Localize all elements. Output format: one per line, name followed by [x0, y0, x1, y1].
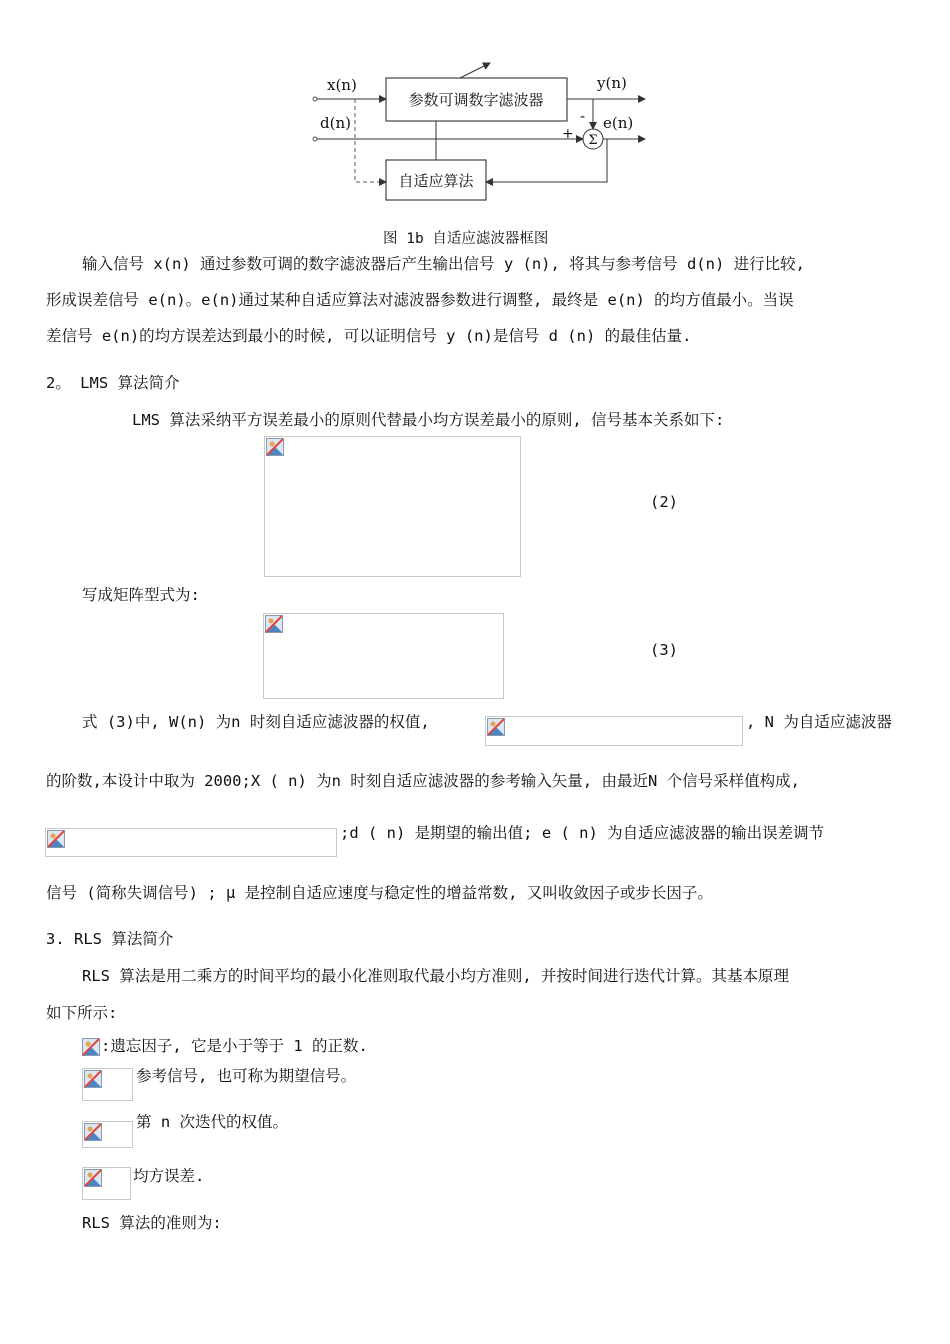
- para2-c: 的阶数,本设计中取为 2000;X ( n) 为n 时刻自适应滤波器的参考输入矢量, 由最近N 个信号采样值构成,: [46, 772, 800, 790]
- item-reference-signal: 参考信号, 也可称为期望信号。: [136, 1067, 357, 1085]
- para1-line3: 差信号 e(n)的均方误差达到最小的时候, 可以证明信号 y (n)是信号 d (n) 的最佳估量.: [46, 327, 692, 345]
- weight-nth-image: [82, 1121, 133, 1148]
- weight-vector-image: [485, 716, 743, 746]
- equation3-image: [263, 613, 504, 699]
- adapt-box-label: 自适应算法: [398, 172, 474, 190]
- minus-sign: -: [580, 107, 586, 125]
- d-label: d(n): [320, 114, 351, 132]
- broken-image-icon: [265, 615, 283, 633]
- item-nth-weight: 第 n 次迭代的权值。: [136, 1113, 288, 1131]
- broken-image-icon: [84, 1169, 102, 1187]
- x-input-terminal: [313, 97, 317, 101]
- x-label: x(n): [327, 76, 357, 94]
- e-label: e(n): [603, 114, 634, 132]
- section2-heading: 2。 LMS 算法简介: [46, 374, 180, 392]
- plus-sign: +: [562, 126, 574, 142]
- sum-symbol: Σ: [588, 133, 598, 148]
- equation2-number: (2): [650, 493, 678, 511]
- para2-b: , N 为自适应滤波器: [746, 713, 892, 731]
- para1-line1: 输入信号 x(n) 通过参数可调的数字滤波器后产生输出信号 y (n), 将其与参考信号 d(n) 进行比较,: [82, 255, 805, 273]
- broken-image-icon: [47, 830, 65, 848]
- section2-intro: LMS 算法采纳平方误差最小的原则代替最小均方误差最小的原则, 信号基本关系如下:: [132, 411, 725, 429]
- para2-d: ;d ( n) 是期望的输出值; e ( n) 为自适应滤波器的输出误差调节: [340, 824, 825, 842]
- item-forgetting-factor: :遗忘因子, 它是小于等于 1 的正数.: [101, 1037, 368, 1055]
- broken-image-icon: [84, 1070, 102, 1088]
- section3-line2: 如下所示:: [46, 1004, 118, 1022]
- lambda-symbol-image: [82, 1036, 101, 1058]
- broken-image-icon: [84, 1123, 102, 1141]
- x-to-adapt-dashed: [355, 99, 386, 182]
- section3-line1: RLS 算法是用二乘方的时间平均的最小化准则取代最小均方准则, 并按时间进行迭代计算。其基本原理: [82, 967, 789, 985]
- figure-caption: 图 1b 自适应滤波器框图: [383, 231, 549, 247]
- para2-a: 式 (3)中, W(n) 为n 时刻自适应滤波器的权值,: [82, 713, 430, 731]
- rls-criterion: RLS 算法的准则为:: [82, 1214, 222, 1232]
- adjust-arrow: [460, 63, 490, 78]
- adaptive-filter-block-diagram: [300, 55, 660, 215]
- section3-heading: 3. RLS 算法简介: [46, 930, 174, 948]
- broken-image-icon: [266, 438, 284, 456]
- broken-image-icon: [82, 1038, 100, 1056]
- input-vector-image: [45, 828, 337, 857]
- equation3-number: (3): [650, 641, 678, 659]
- para1-line2: 形成误差信号 e(n)。e(n)通过某种自适应算法对滤波器参数进行调整, 最终是 e(n) 的均方值最小。当误: [46, 291, 794, 309]
- d-input-terminal: [313, 137, 317, 141]
- para2-e: 信号 (简称失调信号) ; μ 是控制自适应速度与稳定性的增益常数, 又叫收敛因子或步长因子。: [46, 884, 713, 902]
- matrix-intro: 写成矩阵型式为:: [82, 586, 200, 604]
- filter-box-label: 参数可调数字滤波器: [408, 91, 544, 109]
- broken-image-icon: [487, 718, 505, 736]
- y-label: y(n): [597, 74, 627, 92]
- mse-image: [82, 1167, 131, 1200]
- item-mse: 均方误差.: [133, 1167, 205, 1185]
- reference-signal-image: [82, 1068, 133, 1101]
- equation2-image: [264, 436, 521, 577]
